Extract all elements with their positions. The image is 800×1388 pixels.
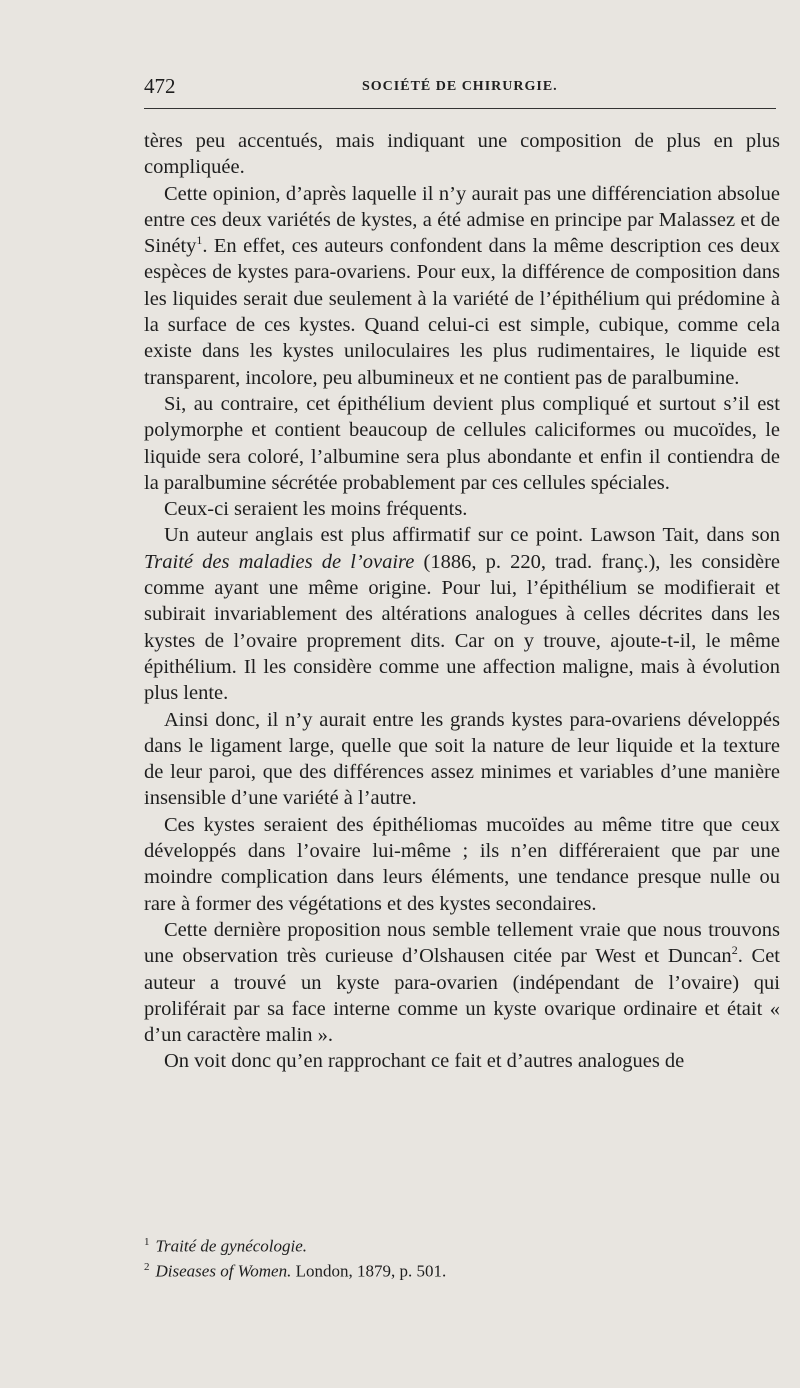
paragraph-text: Cette opinion, d’après laquelle il n’y aurait pas une différenciation absolue entre ces deux variétés de kystes, a été admise en principe par Malassez et de Sinéty <box>144 182 780 258</box>
body-text <box>144 128 780 1075</box>
paragraph-continued: tères peu accentués, mais indiquant une composition de plus en plus compliquée. <box>144 130 780 179</box>
paragraph-text: . Cet auteur a trouvé un kyste para-ovarien (indépendant de l’ovaire) qui proliférait par sa face interne comme un kyste ovarique ordinaire et était « d’un caractère malin ». <box>144 945 781 1047</box>
page-header <box>144 74 780 104</box>
footnote <box>144 1232 780 1257</box>
paragraph-text: . En effet, ces auteurs confondent dans la même description ces deux espèces de kystes para-ovariens. Pour eux, la différence de composition dans les liquides serait due seulement à la variété de l’épithélium qui prédomine à la surface de ces kystes. Quand celui-ci est simple, cubique, comme cela existe dans les kystes uniloculaires les plus rudimentaires, le liquide est transparent, incolore, peu albumineux et ne contient pas de paralbumine. <box>144 235 780 389</box>
paragraph <box>144 181 780 391</box>
paragraph-text: Cette dernière proposition nous semble tellement vraie que nous trouvons une observation très curieuse d’Olshausen citée par West et Duncan <box>144 918 780 968</box>
paragraph <box>144 917 780 1048</box>
footnote-title: Traité de gynécologie. <box>155 1236 308 1256</box>
footnote-text: London, 1879, p. 501. <box>291 1261 447 1281</box>
paragraph: Si, au contraire, cet épithélium devient plus compliqué et surtout s’il est polymorphe et contient beaucoup de cellules caliciformes ou mucoïdes, le liquide sera coloré, l’albumine sera plus abondante et enfin il contiendra de la paralbumine sécrétée probablement par ces cellules spéciales. <box>144 392 780 494</box>
footnote-mark: 2 <box>144 1260 150 1273</box>
header-rule <box>144 108 776 109</box>
paragraph <box>144 522 780 706</box>
paragraph: Ces kystes seraient des épithéliomas mucoïdes au même titre que ceux développés dans l’ovaire lui-même ; ils n’en différeraient que par une moindre complication dans leurs éléments, une tendance presque nulle ou rare à former des végétations et des kystes secondaires. <box>144 813 780 915</box>
footnote-ref: 2 <box>731 943 738 958</box>
paragraph: On voit donc qu’en rapprochant ce fait et d’autres analogues de <box>164 1050 685 1073</box>
book-title: Traité des maladies de l’ovaire <box>144 550 415 573</box>
footnote <box>144 1257 780 1282</box>
running-head: SOCIÉTÉ DE CHIRURGIE. <box>362 79 558 94</box>
footnote-mark: 1 <box>144 1236 150 1248</box>
footnote-title: Diseases of Women. <box>155 1261 292 1281</box>
paragraph: Ainsi donc, il n’y aurait entre les grands kystes para-ovariens développés dans le ligament large, quelle que soit la nature de leur liquide et la texture de leur paroi, que des différences assez minimes et variables d’une manière insensible d’une variété à l’autre. <box>144 708 780 810</box>
page-number: 472 <box>144 74 176 98</box>
paragraph-text: Un auteur anglais est plus affirmatif sur ce point. Lawson Tait, dans son <box>164 524 780 547</box>
footnotes <box>144 1232 780 1281</box>
paragraph: Ceux-ci seraient les moins fréquents. <box>164 498 468 521</box>
footnote-ref: 1 <box>196 233 203 248</box>
paragraph-text: (1886, p. 220, trad. franç.), les considère comme ayant une même origine. Pour lui, l’épithélium se modifierait et subirait invariablement des altérations analogues à celles décrites dans les kystes de l’ovaire proprement dits. Car on y trouve, ajoute-t-il, le même épithélium. Il les considère comme une affection maligne, mais à évolution plus lente. <box>144 550 780 705</box>
